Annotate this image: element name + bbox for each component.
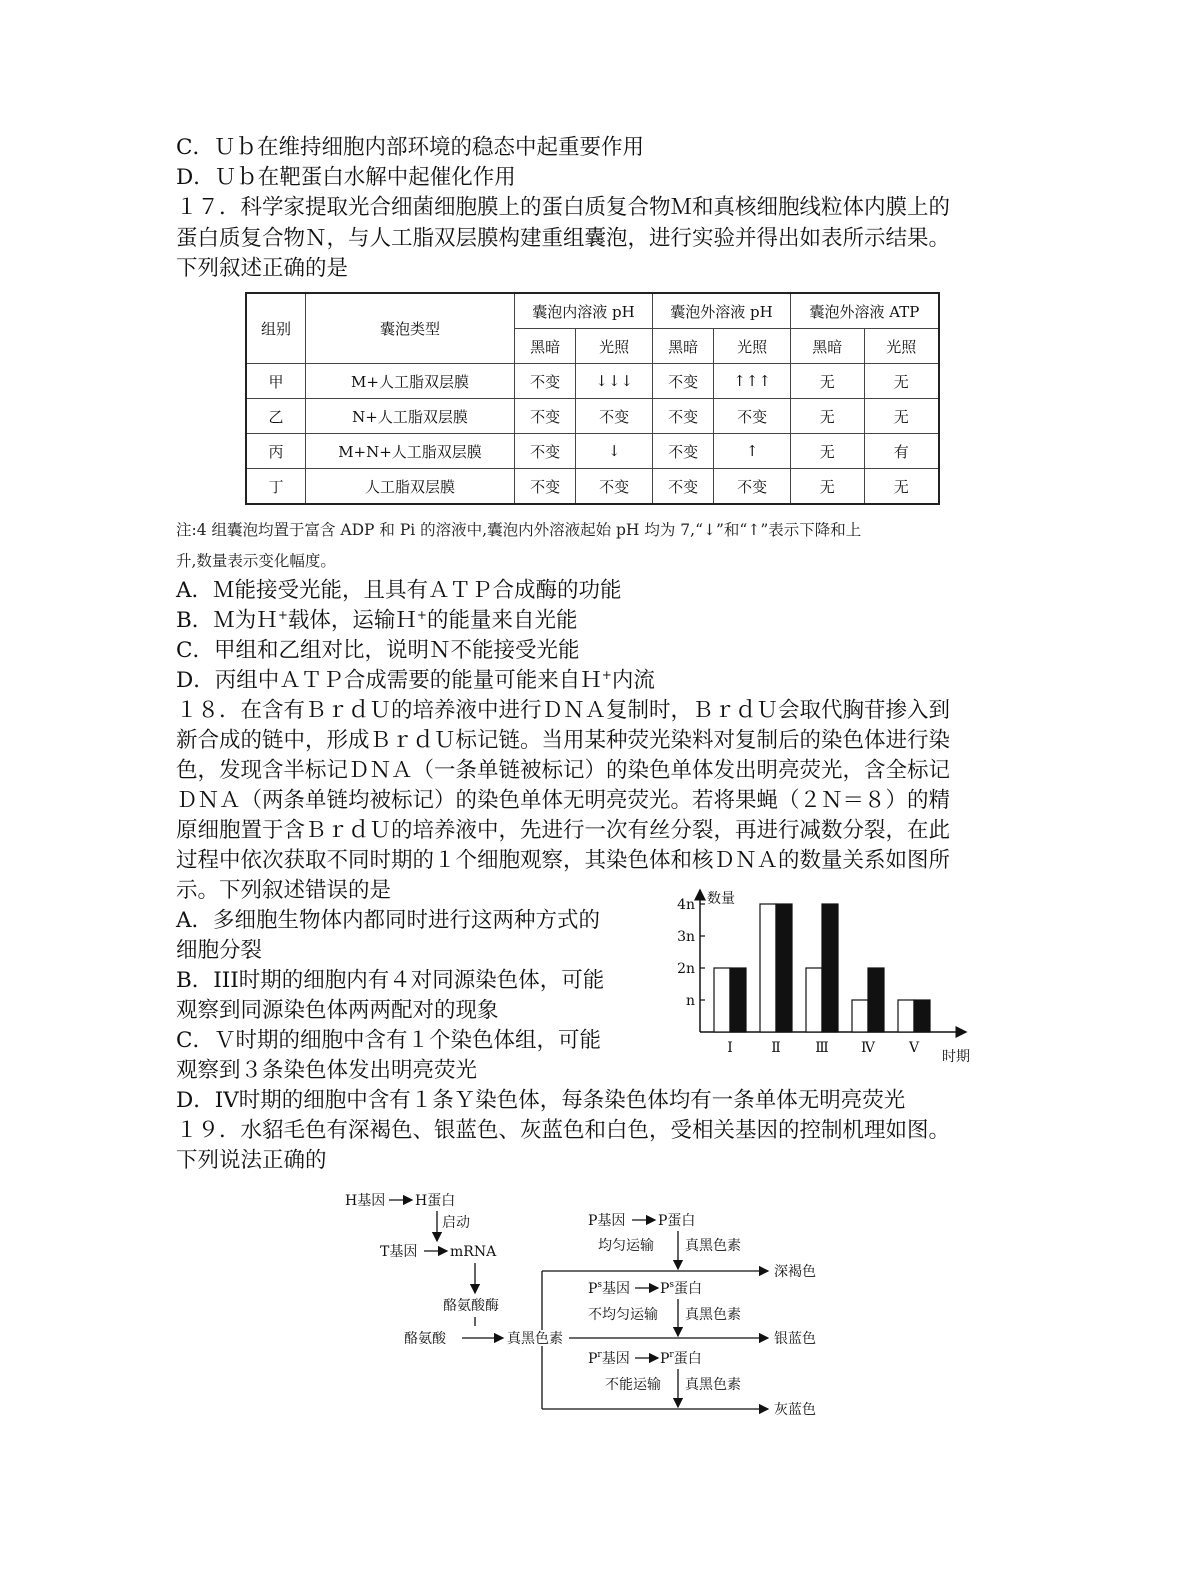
sub-header: 黑暗 — [652, 329, 713, 364]
y-axis-label: 数量 — [707, 891, 735, 907]
cell: 不变 — [652, 399, 713, 434]
sub-header: 光照 — [864, 329, 939, 364]
mrna-label: mRNA — [450, 1244, 497, 1260]
q17-option-b: B．Ｍ为Ｈ+载体，运输Ｈ+的能量来自光能 — [176, 607, 578, 633]
cell: ↑ — [714, 434, 791, 469]
x-tick-label: Ⅴ — [908, 1040, 920, 1056]
melanin-p-label: 真黑色素 — [685, 1238, 741, 1254]
q17-option-a: A．Ｍ能接受光能，且具有ＡＴＰ合成酶的功能 — [176, 578, 622, 603]
th-out-atp: 囊泡外溶液 ATP — [790, 293, 939, 329]
t-gene-label: T基因 — [380, 1244, 418, 1260]
y-tick-label: 3n — [677, 929, 695, 945]
uneven-transport-label: 不均匀运输 — [588, 1307, 658, 1323]
y-tick-label: n — [685, 993, 695, 1009]
cell: 乙 — [246, 399, 306, 434]
q17-stem-3: 下列叙述正确的是 — [176, 256, 349, 281]
table-row — [246, 399, 939, 434]
q18-stem: ＤＮＡ（两条单链均被标记）的染色单体无明亮荧光。若将果蝇（２Ｎ＝８）的精 — [176, 788, 951, 813]
bar-dna — [776, 904, 792, 1032]
vesicle-table — [245, 292, 940, 505]
q18-stem: 新合成的链中，形成ＢｒｄＵ标记链。当用某种荧光染料对复制后的染色体进行染 — [176, 728, 951, 753]
bar-chromosome — [898, 1000, 914, 1032]
pr-gene-label: $P^r$基因 — [588, 1350, 630, 1367]
cell: 无 — [790, 469, 864, 505]
chromosome-dna-bar-chart — [660, 884, 980, 1074]
melanin-label: 真黑色素 — [507, 1331, 563, 1347]
q19-stem: １９．水貂毛色有深褐色、银蓝色、灰蓝色和白色，受相关基因的控制机理如图。 — [176, 1118, 951, 1143]
x-tick-label: Ⅲ — [815, 1040, 829, 1056]
q18-stem: 示。下列叙述错误的是 — [176, 878, 392, 903]
q18-option-c-cont: 观察到３条染色体发出明亮荧光 — [176, 1058, 478, 1083]
bar-chromosome — [714, 968, 730, 1032]
gene-control-diagram — [340, 1183, 860, 1423]
q18-option-c: C．Ｖ时期的细胞中含有１个染色体组，可能 — [176, 1028, 601, 1053]
cell: ↓↓↓ — [576, 364, 653, 399]
table-row — [246, 364, 939, 399]
cell: 无 — [790, 399, 864, 434]
q18-stem: 色，发现含半标记ＤＮＡ（一条单链被标记）的染色单体发出明亮荧光，含全标记 — [176, 758, 951, 783]
silver-blue-label: 银蓝色 — [774, 1331, 816, 1347]
bar-dna — [914, 1000, 930, 1032]
q18-option-b-cont: 观察到同源染色体两两配对的现象 — [176, 998, 499, 1023]
cell: 无 — [864, 364, 939, 399]
q18-option-a: A．多细胞生物体内都同时进行这两种方式的 — [176, 908, 601, 933]
cell: 不变 — [576, 469, 653, 505]
sub-header: 光照 — [714, 329, 791, 364]
melanin-pr-label: 真黑色素 — [685, 1377, 741, 1393]
q18-stem: 过程中依次获取不同时期的１个细胞观察，其染色体和核ＤＮＡ的数量关系如图所 — [176, 848, 951, 873]
q18-option-b: B．III时期的细胞内有４对同源染色体，可能 — [176, 968, 605, 993]
cell: 不变 — [515, 364, 576, 399]
bar-dna — [822, 904, 838, 1032]
cell: 丁 — [246, 469, 306, 505]
table-row — [246, 434, 939, 469]
q17-option-d: D．丙组中ＡＴＰ合成需要的能量可能来自Ｈ+内流 — [176, 667, 655, 693]
th-type: 囊泡类型 — [306, 293, 515, 364]
cell: 不变 — [714, 399, 791, 434]
even-transport-label: 均匀运输 — [598, 1238, 654, 1254]
cell: N+人工脂双层膜 — [306, 399, 515, 434]
cell: 有 — [864, 434, 939, 469]
q19-stem: 下列说法正确的 — [176, 1148, 327, 1173]
option-d-ub: D．Ｕｂ在靶蛋白水解中起催化作用 — [176, 165, 516, 190]
enzyme-label: 酪氨酸酶 — [443, 1298, 499, 1314]
melanin-ps-label: 真黑色素 — [685, 1307, 741, 1323]
cell: 无 — [790, 434, 864, 469]
q18-stem: 原细胞置于含ＢｒｄＵ的培养液中，先进行一次有丝分裂，再进行减数分裂，在此 — [176, 818, 951, 843]
th-in-ph: 囊泡内溶液 pH — [515, 293, 653, 329]
cell: 无 — [864, 469, 939, 505]
y-tick-label: 4n — [677, 897, 695, 913]
q18-option-a-cont: 细胞分裂 — [176, 938, 263, 963]
cell: 不变 — [515, 434, 576, 469]
cell: M+人工脂双层膜 — [306, 364, 515, 399]
cell: 不变 — [652, 469, 713, 505]
cannot-transport-label: 不能运输 — [605, 1377, 661, 1393]
y-tick-label: 2n — [677, 961, 695, 977]
bar-chromosome — [852, 1000, 868, 1032]
cell: 无 — [864, 399, 939, 434]
gray-blue-label: 灰蓝色 — [774, 1402, 816, 1418]
cell: 不变 — [652, 434, 713, 469]
table-note-1: 注:4 组囊泡均置于富含 ADP 和 Pi 的溶液中,囊泡内外溶液起始 pH 均为 7,“↓”和“↑”表示下降和上 — [176, 521, 862, 539]
cell: ↑↑↑ — [714, 364, 791, 399]
cell: 不变 — [515, 469, 576, 505]
x-tick-label: Ⅰ — [727, 1040, 733, 1056]
dark-brown-label: 深褐色 — [774, 1264, 816, 1280]
p-protein-label: P蛋白 — [658, 1213, 696, 1229]
cell: 不变 — [576, 399, 653, 434]
q17-stem-1: １７．科学家提取光合细菌细胞膜上的蛋白质复合物Ｍ和真核细胞线粒体内膜上的 — [176, 195, 951, 220]
cell: 丙 — [246, 434, 306, 469]
sub-header: 光照 — [576, 329, 653, 364]
q18-stem: １８．在含有ＢｒｄＵ的培养液中进行ＤＮＡ复制时，ＢｒｄＵ会取代胸苷掺入到 — [176, 698, 951, 723]
cell: 人工脂双层膜 — [306, 469, 515, 505]
cell: 不变 — [652, 364, 713, 399]
p-gene-label: P基因 — [588, 1213, 626, 1229]
cell: 不变 — [515, 399, 576, 434]
x-tick-label: Ⅱ — [771, 1040, 781, 1056]
th-group: 组别 — [246, 293, 306, 364]
h-gene-label: H基因 — [345, 1193, 386, 1209]
start-label: 启动 — [442, 1215, 470, 1231]
cell: M+N+人工脂双层膜 — [306, 434, 515, 469]
bar-chromosome — [806, 968, 822, 1032]
q17-option-c: C．甲组和乙组对比，说明Ｎ不能接受光能 — [176, 638, 580, 663]
x-axis-label: 时期 — [942, 1049, 970, 1065]
ps-gene-label: $P^s$基因 — [588, 1280, 631, 1297]
q18-option-d: D．IV时期的细胞中含有１条Ｙ染色体，每条染色体均有一条单体无明亮荧光 — [176, 1088, 906, 1113]
bar-dna — [730, 968, 746, 1032]
th-out-ph: 囊泡外溶液 pH — [652, 293, 790, 329]
sub-header: 黑暗 — [790, 329, 864, 364]
cell: 无 — [790, 364, 864, 399]
pr-protein-label: $P^r$蛋白 — [660, 1350, 702, 1367]
cell: ↓ — [576, 434, 653, 469]
x-tick-label: Ⅳ — [861, 1040, 875, 1056]
table-note-2: 升,数量表示变化幅度。 — [176, 552, 336, 570]
ps-protein-label: $P^s$蛋白 — [660, 1280, 703, 1297]
q17-stem-2: 蛋白质复合物Ｎ，与人工脂双层膜构建重组囊泡，进行实验并得出如表所示结果。 — [176, 226, 951, 251]
option-c-ub: C．Ｕｂ在维持细胞内部环境的稳态中起重要作用 — [176, 135, 644, 160]
sub-header: 黑暗 — [515, 329, 576, 364]
table-row — [246, 469, 939, 505]
cell: 甲 — [246, 364, 306, 399]
bar-chromosome — [760, 904, 776, 1032]
h-protein-label: H蛋白 — [415, 1193, 456, 1209]
tyrosine-label: 酪氨酸 — [404, 1331, 446, 1347]
cell: 不变 — [714, 469, 791, 505]
bar-dna — [868, 968, 884, 1032]
